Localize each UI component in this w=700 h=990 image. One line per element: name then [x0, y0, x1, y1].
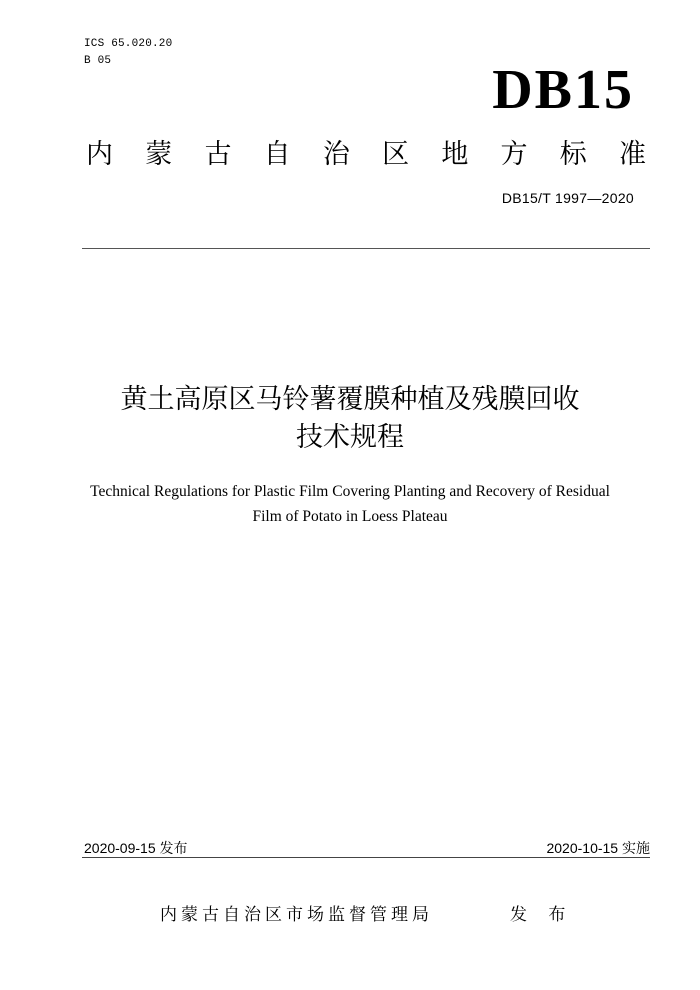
standard-type-char: 内 [86, 139, 113, 170]
standard-logo: DB15 [492, 59, 634, 121]
standard-type-char: 准 [618, 139, 646, 170]
chinese-title-line-1: 黄土高原区马铃薯覆膜种植及残膜回收 [120, 384, 580, 415]
english-title-line-1: Technical Regulations for Plastic Film Covering Planting and Recovery of Residual [90, 483, 610, 500]
standard-type-char: 蒙 [145, 139, 173, 170]
issue-date: 2020-09-15 发布 [84, 840, 188, 856]
footer-divider [82, 857, 650, 858]
publisher-name: 内蒙古自治区市场监督管理局 [160, 905, 433, 925]
chinese-title-line-2: 技术规程 [296, 422, 404, 453]
english-title-line-2: Film of Potato in Loess Plateau [252, 508, 448, 525]
classification-codes [84, 36, 172, 70]
standard-type-char: 方 [500, 139, 528, 170]
publish-label: 发 布 [510, 905, 574, 925]
standard-type-char: 区 [382, 139, 410, 170]
standard-type-char: 自 [263, 139, 291, 170]
standard-type-char: 标 [559, 139, 587, 170]
standard-type-char: 古 [204, 139, 232, 170]
standard-type-heading [86, 138, 646, 172]
header-divider [82, 248, 650, 249]
implementation-date: 2020-10-15 实施 [546, 840, 650, 856]
ccs-code: B 05 [84, 55, 112, 67]
document-number: DB15/T 1997—2020 [501, 190, 634, 206]
standard-type-char: 治 [322, 139, 350, 170]
ics-code: ICS 65.020.20 [84, 38, 173, 50]
standard-type-char: 地 [441, 139, 469, 170]
